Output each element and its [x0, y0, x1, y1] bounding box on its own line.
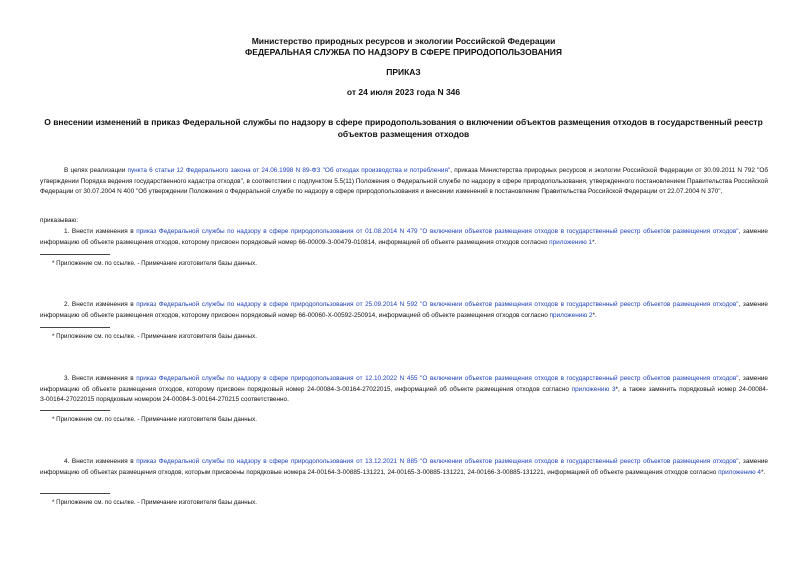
item-1-suffix: *.	[592, 238, 597, 246]
item-4-prefix: 4. Внести изменения в	[64, 458, 137, 465]
document-date-number: от 24 июля 2023 года N 346	[346, 87, 461, 97]
order-item-4	[40, 457, 768, 478]
footnote-divider-1	[40, 254, 110, 255]
ministry-name: Министерство природных ресурсов и экологии Российской Федерации	[251, 36, 556, 46]
footnote-1: * Приложение см. по ссылке. - Примечание изготовителя базы данных.	[52, 260, 257, 267]
order-item-3	[40, 374, 768, 406]
document-title: О внесении изменений в приказ Федеральной службы по надзору в сфере природопользования о включении объектов размещения отходов в государственный реестр объектов размещения отходов	[44, 117, 763, 139]
preamble-paragraph	[40, 166, 768, 198]
item-3-order-link[interactable]: приказ Федеральной службы по надзору в сфере природопользования от 12.10.2022 N 455 "О включении объектов размещения отходов в государственный реестр объектов размещения отходов"	[136, 375, 739, 382]
footnote-3: * Приложение см. по ссылке. - Примечание изготовителя базы данных.	[52, 416, 257, 423]
preamble-text-rest: , приказа Министерства природных ресурсов и экологии Российской Федерации от 30.09.2011 N 792 "Об утверждении Порядка ведения государственного кадастра отходов", в соответствии с подпунктом 5.5(11) Положения о Федеральной службе по надзору в сфере природопользования, утвержденного постановлением Правительства Российской Федерации от 30.07.2004 N 400 "Об утверждении Положения о Федеральной службе по надзору в сфере природопользования и внесении изменений в постановление Правительства Российской Федерации от 22.07.2004 N 370",	[40, 167, 768, 195]
footnote-4: * Приложение см. по ссылке. - Примечание изготовителя базы данных.	[52, 499, 257, 506]
preamble-text-start: В целях реализации	[64, 167, 128, 174]
order-word: приказываю:	[40, 217, 78, 224]
item-1-prefix: 1. Внести изменения в	[64, 228, 137, 235]
footnote-divider-2	[40, 327, 110, 328]
service-name: ФЕДЕРАЛЬНАЯ СЛУЖБА ПО НАДЗОРУ В СФЕРЕ ПРИРОДОПОЛЬЗОВАНИЯ	[245, 47, 562, 57]
order-item-2	[40, 300, 768, 321]
footnote-divider-4	[40, 493, 110, 494]
item-2-order-link[interactable]: приказ Федеральной службы по надзору в сфере природопользования от 25.09.2014 N 592 "О включении объектов размещения отходов в государственный реестр объектов размещения отходов"	[136, 301, 739, 308]
item-3-suffix: *, а также заменить порядковый номер 24-00084-З-00164-27022015 порядковым номером 24-00084-З-00164-270215 соответственно.	[40, 385, 768, 403]
item-2-suffix: *.	[592, 311, 597, 319]
item-3-text: , замение информацию об объекте размещения отходов, которому присвоен порядковый номер 24-00084-З-00164-27022015, информацией об объекте размещения отходов согласно	[40, 375, 768, 393]
item-1-order-link[interactable]: приказ Федеральной службы по надзору в сфере природопользования от 01.08.2014 N 479 "О включении объектов размещения отходов в государственный реестр объектов размещения отходов"	[136, 228, 739, 235]
federal-law-link[interactable]: пункта 6 статьи 12 Федерального закона от 24.06.1998 N 89-ФЗ "Об отходах производства и потребления"	[127, 167, 451, 174]
document-type: ПРИКАЗ	[386, 67, 421, 77]
item-1-appendix-link[interactable]: приложению 1	[549, 238, 593, 246]
item-4-text: , замение информацию об объектах размещения отходов, которым присвоены порядковые номера 24-00164-З-00885-131221, 24-00165-З-00885-131221, 24-00166-З-00885-131221, информацией об объекте размещения отходов согласно	[40, 458, 768, 476]
item-3-appendix-link[interactable]: приложению 3	[571, 385, 616, 393]
order-item-1	[40, 227, 768, 248]
footnote-2: * Приложение см. по ссылке. - Примечание изготовителя базы данных.	[52, 333, 257, 340]
item-2-appendix-link[interactable]: приложению 2	[549, 311, 593, 319]
item-2-text: , замение информацию об объекте размещения отходов, которому присвоен порядковый номер 66-00060-Х-00592-250914, информацией об объекте размещения отходов согласно	[40, 301, 768, 319]
item-2-prefix: 2. Внести изменения в	[64, 301, 137, 308]
item-3-prefix: 3. Внести изменения в	[64, 375, 137, 382]
item-4-suffix: *.	[760, 468, 766, 476]
item-1-text: , замение информацию об объекте размещения отходов, которому присвоен порядковый номер 66-00009-З-00479-010814, информацией об объекте размещения отходов согласно	[40, 228, 768, 246]
footnote-divider-3	[40, 410, 110, 411]
item-4-order-link[interactable]: приказ Федеральной службы по надзору в сфере природопользования от 13.12.2021 N 885 "О включении объектов размещения отходов в государственный реестр объектов размещения отходов"	[136, 458, 739, 465]
item-4-appendix-link[interactable]: приложению 4	[718, 468, 761, 476]
